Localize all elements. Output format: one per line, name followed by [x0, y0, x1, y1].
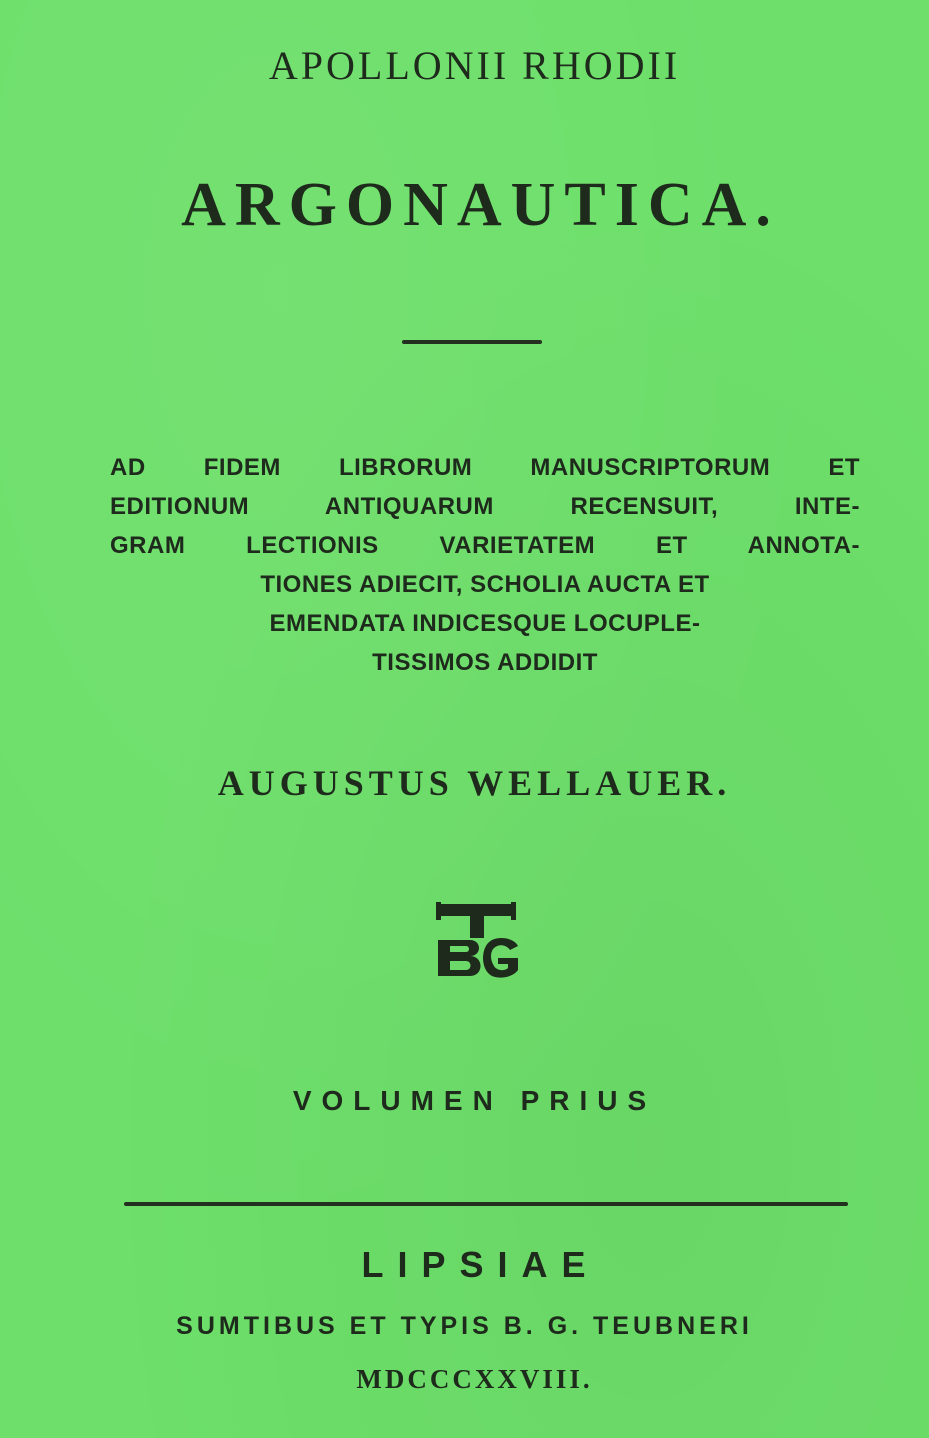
long-divider	[124, 1202, 848, 1206]
publisher-line: SUMTIBUS ET TYPIS B. G. TEUBNERI	[176, 1312, 753, 1340]
description-line: TIONES ADIECIT, SCHOLIA AUCTA ET	[260, 571, 710, 598]
publication-place: LIPSIAE	[361, 1244, 600, 1285]
description-block	[110, 448, 860, 682]
publication-year: MDCCCXXVIII.	[356, 1364, 593, 1394]
description-line: EDITIONUM ANTIQUARUM RECENSUIT, INTE-	[110, 493, 860, 520]
volume-label: VOLUMEN PRIUS	[292, 1085, 657, 1116]
short-divider	[402, 340, 542, 344]
description-line: AD FIDEM LIBRORUM MANUSCRIPTORUM ET	[110, 454, 860, 481]
teubner-monogram-icon	[430, 900, 526, 980]
author-heading: APOLLONII RHODII	[268, 43, 681, 88]
description-line: EMENDATA INDICESQUE LOCUPLE-	[269, 610, 701, 637]
editor-name: AUGUSTUS WELLAUER.	[217, 763, 732, 803]
book-title: ARGONAUTICA.	[181, 171, 780, 239]
description-line: GRAM LECTIONIS VARIETATEM ET ANNOTA-	[110, 532, 860, 559]
description-line: TISSIMOS ADDIDIT	[372, 649, 598, 676]
